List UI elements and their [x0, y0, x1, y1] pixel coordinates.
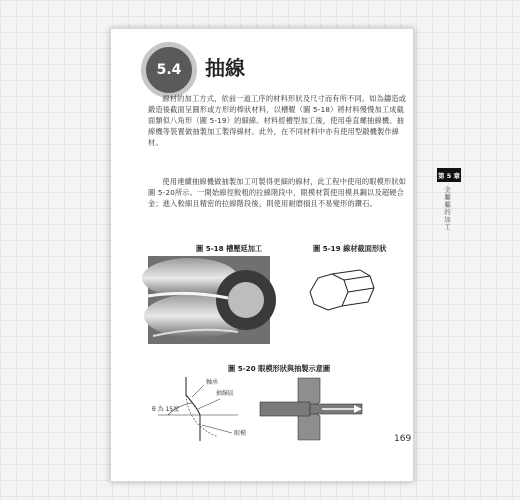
figure-5-20-caption: 圖 5-20 眼模形狀與抽製示意圖 — [228, 364, 331, 373]
chapter-tab: 第 5 章 — [437, 168, 461, 182]
label-drawing-zone: 抽線區 — [216, 390, 235, 397]
chapter-subtitle: 金屬屬的加工 — [443, 186, 451, 231]
page-number: 169 — [394, 434, 412, 444]
figure-5-20-die-profile — [152, 375, 268, 441]
figure-5-18-caption: 圖 5-18 槽壓延加工 — [196, 244, 263, 253]
figure-5-19-drawing — [300, 262, 380, 328]
paragraph-1: 線材的加工方式，依前一道工序的材料形狀及尺寸而有所不同。如為鑄造或鍛造後截面呈圓形或方形的棒狀材料，以槽輥（圖 5-18）將材料慢慢加工成截面類似八角形（圖 5-19）的細線。材料經槽型加工後，使用垂直螺抽線機、抽線機等裝置做抽製加工製得線材。此外，在不同材料中亦有使用型鍛機製作線材。 — [148, 94, 407, 147]
label-die: 眼模 — [234, 430, 247, 437]
paragraph-2: 使用連續抽線機做抽製加工可製得更細的線材，此工程中使用的眼模形狀如圖 5-20所示。一開始線徑較粗的拉線階段中，眼模材質使用模具鋼以及超硬合金；進入較細且精密的拉線階段後，則使用耐磨損且不易變形的鑽石。 — [148, 177, 407, 208]
label-bearing: 軸承 — [206, 379, 219, 386]
figure-5-18-photo — [148, 256, 270, 344]
section-title: 抽線 — [205, 56, 245, 80]
figure-5-19-caption: 圖 5-19 線材截面形狀 — [313, 244, 387, 253]
figure-5-20-drawing-process — [258, 378, 378, 440]
label-angle: θ 為 15度 — [152, 406, 180, 413]
section-number-badge: 5.4 — [141, 42, 197, 98]
